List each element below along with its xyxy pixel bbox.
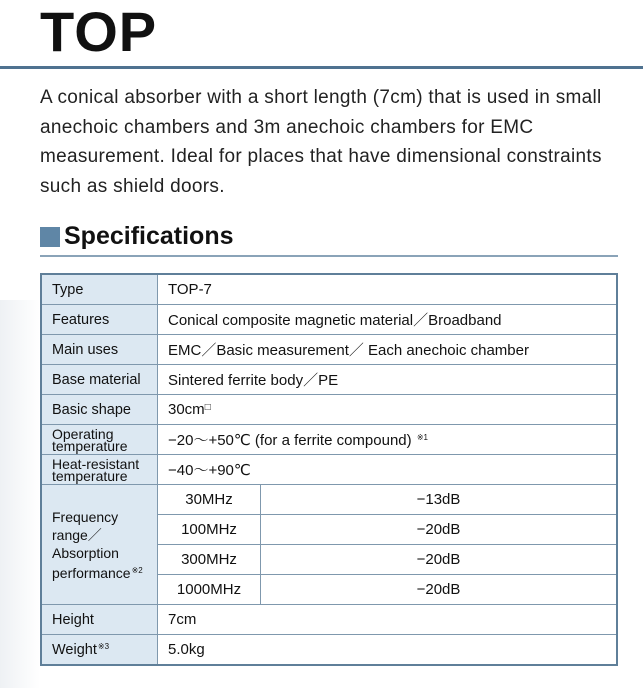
row-label: Height xyxy=(41,605,158,635)
operating-temp-value: −20～+50℃ (for a ferrite compound) xyxy=(168,432,412,449)
frequency-cell: 30MHz xyxy=(158,485,261,515)
intro-paragraph: A conical absorber with a short length (7cm) that is used in small anechoic chambers and 3m anechoic chambers for EMC measurement. Ideal for places that have dimensional constraints such as shield doors. xyxy=(40,87,602,197)
footnote-mark: ※3 xyxy=(97,641,110,651)
frequency-cell: 300MHz xyxy=(158,545,261,575)
weight-label: Weight xyxy=(52,641,97,658)
footnote-mark: ※2 xyxy=(131,565,143,575)
row-label: Heat-resistant temperature xyxy=(41,455,158,485)
table-row xyxy=(41,485,617,515)
row-value: 5.0kg xyxy=(158,635,618,666)
table-row xyxy=(41,605,617,635)
row-value: 7cm xyxy=(158,605,618,635)
table-row xyxy=(41,635,617,666)
row-value xyxy=(158,425,618,455)
row-label xyxy=(41,635,158,666)
square-bullet-icon xyxy=(40,227,60,247)
section-title: Specifications xyxy=(64,222,234,250)
row-label: Base material xyxy=(41,365,158,395)
row-value: −40～+90℃ xyxy=(158,455,618,485)
shape-value: 30cm xyxy=(168,401,205,418)
footnote-mark: ※1 xyxy=(416,433,428,442)
specifications-table xyxy=(40,273,618,666)
frequency-label: Frequency range／Absorption performance xyxy=(52,508,131,581)
row-label xyxy=(41,485,158,605)
table-row xyxy=(41,455,617,485)
row-value: TOP-7 xyxy=(158,274,618,305)
table-row xyxy=(41,395,617,425)
table-row xyxy=(41,425,617,455)
absorption-cell: −20dB xyxy=(261,545,618,575)
title-divider xyxy=(0,66,643,69)
row-value: EMC／Basic measurement／ Each anechoic chamber xyxy=(158,335,618,365)
row-label: Features xyxy=(41,305,158,335)
row-value: Conical composite magnetic material／Broadband xyxy=(158,305,618,335)
row-label: Operating temperature xyxy=(41,425,158,455)
absorption-cell: −20dB xyxy=(261,575,618,605)
row-value: Sintered ferrite body／PE xyxy=(158,365,618,395)
page-title: TOP xyxy=(40,0,158,63)
frequency-cell: 1000MHz xyxy=(158,575,261,605)
table-row xyxy=(41,365,617,395)
table-row xyxy=(41,305,617,335)
square-mark-icon: □ xyxy=(204,402,211,413)
row-label: Main uses xyxy=(41,335,158,365)
absorption-cell: −13dB xyxy=(261,485,618,515)
row-value xyxy=(158,395,618,425)
row-label: Type xyxy=(41,274,158,305)
absorption-cell: −20dB xyxy=(261,515,618,545)
section-divider xyxy=(40,255,618,257)
table-row xyxy=(41,335,617,365)
frequency-cell: 100MHz xyxy=(158,515,261,545)
background-decoration xyxy=(0,300,40,688)
row-label: Basic shape xyxy=(41,395,158,425)
table-row xyxy=(41,274,617,305)
section-heading xyxy=(40,222,234,251)
